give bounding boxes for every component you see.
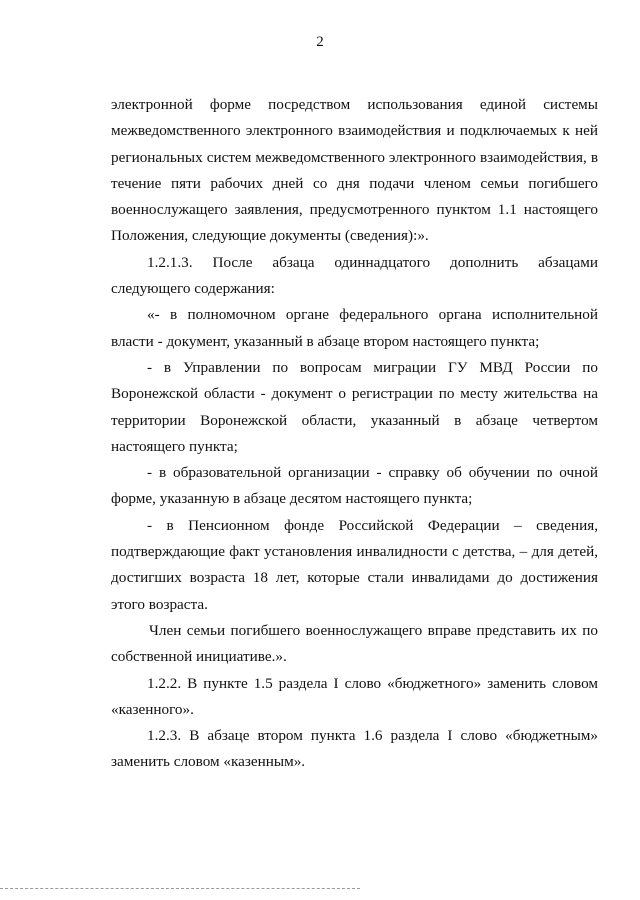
- paragraph-pension-fund: - в Пенсионном фонде Российской Федерации – сведения, подтверждающие факт установления инвалидности с детства, – для детей, достигших возраста 18 лет, которые стали инвалидами до достижения этого возраста.: [111, 516, 598, 613]
- paragraph-quote-federal-authority: «- в полномочном органе федерального органа исполнительной власти - документ, указанный в абзаце втором настоящего пункта;: [111, 306, 598, 350]
- footer-divider: [0, 888, 360, 889]
- paragraph-continuation: электронной форме посредством использования единой системы межведомственного электронного взаимодействия и подключаемых к ней региональных систем межведомственного электронного взаимодействия, в течение пяти рабочих дней со дня подачи членом семьи погибшего военнослужащего заявления, предусмотренного пунктом 1.1 настоящего Положения, следующие документы (сведения):».: [111, 96, 598, 245]
- paragraph-item-1-2-3: 1.2.3. В абзаце втором пункта 1.6 раздела I слово «бюджетным» заменить словом «казенным».: [111, 727, 598, 771]
- paragraph-migration-office: - в Управлении по вопросам миграции ГУ МВД России по Воронежской области - документ о регистрации по месту жительства на территории Воронежской области, указанный в абзаце четвертом настоящего пункта;: [111, 358, 598, 455]
- document-body: [111, 92, 598, 776]
- paragraph-own-initiative: Член семьи погибшего военнослужащего вправе представить их по собственной инициативе.».: [111, 621, 598, 666]
- paragraph-educational-organization: - в образовательной организации - справку об обучении по очной форме, указанную в абзаце десятом настоящего пункта;: [111, 464, 598, 508]
- paragraph-item-1-2-1-3: 1.2.1.3. После абзаца одиннадцатого дополнить абзацами следующего содержания:: [111, 253, 598, 298]
- paragraph-item-1-2-2: 1.2.2. В пункте 1.5 раздела I слово «бюджетного» заменить словом «казенного».: [111, 674, 598, 718]
- page-number: 2: [316, 34, 324, 50]
